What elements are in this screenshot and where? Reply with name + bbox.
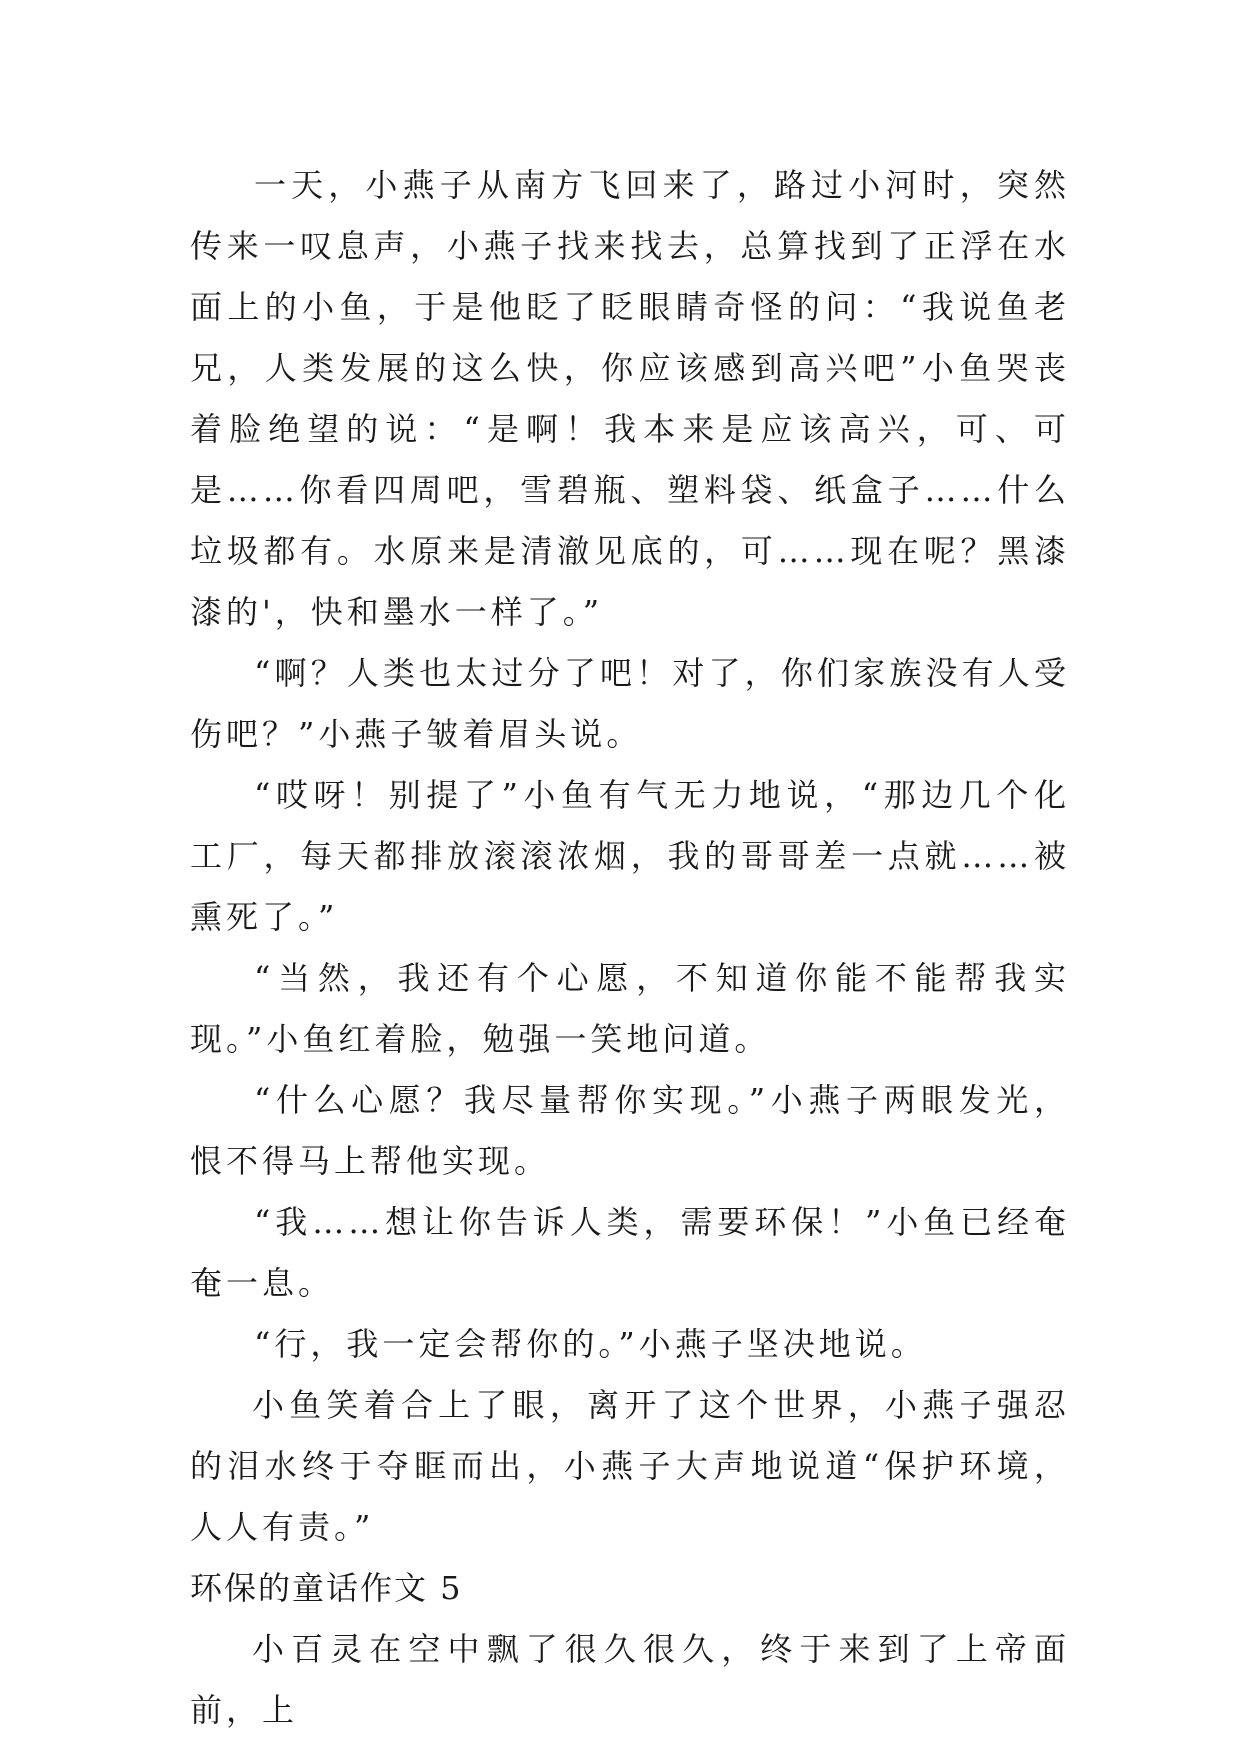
document-body — [190, 155, 1070, 1741]
paragraph-7: “行，我一定会帮你的。”小燕子坚决地说。 — [254, 1325, 927, 1363]
paragraph-9: 小百灵在空中飘了很久很久，终于来到了上帝面前，上 — [190, 1630, 1070, 1729]
section-heading: 环保的童话作文 5 — [190, 1569, 463, 1607]
paragraph-8: 小鱼笑着合上了眼，离开了这个世界，小燕子强忍的泪水终于夺眶而出，小燕子大声地说道“保护环境，人人有责。” — [190, 1386, 1070, 1546]
paragraph-1: 一天，小燕子从南方飞回来了，路过小河时，突然传来一叹息声，小燕子找来找去，总算找到了正浮在水面上的小鱼，于是他眨了眨眼睛奇怪的问：“我说鱼老兄，人类发展的这么快，你应该感到高兴吧”小鱼哭丧着脸绝望的说：“是啊！我本来是应该高兴，可、可是……你看四周吧，雪碧瓶、塑料袋、纸盒子……什么垃圾都有。水原来是清澈见底的，可……现在呢？黑漆漆的'，快和墨水一样了。” — [190, 166, 1070, 631]
paragraph-2: “啊？人类也太过分了吧！对了，你们家族没有人受伤吧？”小燕子皱着眉头说。 — [190, 654, 1070, 753]
paragraph-3: “哎呀！别提了”小鱼有气无力地说，“那边几个化工厂，每天都排放滚滚浓烟，我的哥哥差一点就……被熏死了。” — [190, 776, 1070, 936]
paragraph-6: “我……想让你告诉人类，需要环保！”小鱼已经奄奄一息。 — [190, 1203, 1070, 1302]
paragraph-5: “什么心愿？我尽量帮你实现。”小燕子两眼发光，恨不得马上帮他实现。 — [190, 1081, 1070, 1180]
paragraph-4: “当然，我还有个心愿，不知道你能不能帮我实现。”小鱼红着脸，勉强一笑地问道。 — [190, 959, 1070, 1058]
